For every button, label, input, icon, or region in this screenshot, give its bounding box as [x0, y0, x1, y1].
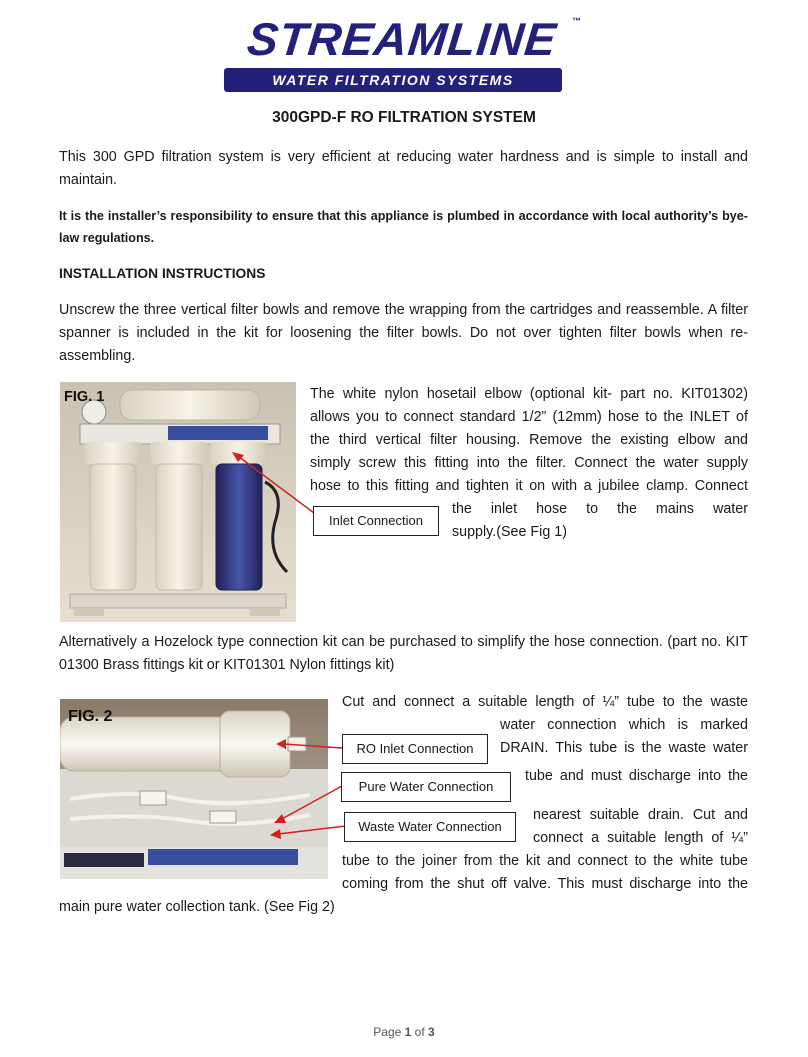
- regulation-notice: It is the installer’s responsibility to ensure that this appliance is plumbed in accordance with local authority’s bye-law regulations.: [59, 209, 748, 245]
- fig1-text-line-1: The white nylon hosetail elbow (optional kit- part no. KIT01302): [310, 386, 748, 402]
- fig2-text-line-4: tube and must discharge into the: [525, 768, 748, 784]
- fig2-text-line-8: coming from the shut off valve. This must discharge into the: [342, 876, 748, 892]
- page-number: [0, 1025, 808, 1039]
- intro-paragraph: This 300 GPD filtration system is very efficient at reducing water hardness and is simple to install and maintain.: [59, 149, 748, 188]
- of-word: of: [414, 1025, 425, 1039]
- page-word: Page: [373, 1025, 402, 1039]
- fig1-text-line-2: allows you to connect standard 1/2” (12mm) hose to the INLET of: [310, 409, 748, 425]
- fig2-text-line-1: Cut and connect a suitable length of ¼” tube to the waste: [342, 694, 748, 710]
- fig2-text-line-2: water connection which is marked: [500, 717, 748, 733]
- brand-logo-tagline: WATER FILTRATION SYSTEMS: [224, 68, 562, 92]
- waste-water-connection-callout: Waste Water Connection: [344, 812, 516, 842]
- fig1-text-line-7: supply.(See Fig 1): [452, 524, 567, 540]
- total-pages: 3: [428, 1025, 435, 1039]
- brand-logo-wordmark: STREAMLINE: [244, 13, 560, 65]
- installation-heading: INSTALLATION INSTRUCTIONS: [59, 266, 266, 281]
- pure-water-connection-callout: Pure Water Connection: [341, 772, 511, 802]
- installation-paragraph: Unscrew the three vertical filter bowls and remove the wrapping from the cartridges and reassemble. A filter spanner is included in the kit for loosening the filter bowls. Do not over tighten filter bowls when re-assembling.: [59, 302, 748, 364]
- page-title: 300GPD-F RO FILTRATION SYSTEM: [272, 109, 536, 126]
- fig1-text-line-6: the inlet hose to the mains water: [452, 501, 748, 517]
- fig2-text-line-3: DRAIN. This tube is the waste water: [500, 740, 748, 756]
- fig1-arrow: [230, 450, 320, 520]
- fig1-text-line-5: hose to this fitting and tighten it on with a jubilee clamp. Connect: [310, 478, 748, 494]
- fig2-label: FIG. 2: [68, 708, 113, 725]
- trademark-symbol: ™: [572, 16, 581, 26]
- fig2-text-line-5: nearest suitable drain. Cut and: [533, 807, 748, 823]
- fig1-text-line-3: the third vertical filter housing. Remove the existing elbow and: [310, 432, 748, 448]
- fig2-text-line-6: connect a suitable length of ¼”: [533, 830, 748, 846]
- fig2-text-line-7: tube to the joiner from the kit and connect to the white tube: [342, 853, 748, 869]
- fig1-text-line-4: simply screw this fitting into the filter. Connect the water supply: [310, 455, 748, 471]
- ro-inlet-connection-callout: RO Inlet Connection: [342, 734, 488, 764]
- fig2-text-line-9: main pure water collection tank. (See Fig 2): [59, 899, 335, 915]
- current-page: 1: [404, 1025, 412, 1039]
- inlet-connection-callout: Inlet Connection: [313, 506, 439, 536]
- hozelock-paragraph: Alternatively a Hozelock type connection kit can be purchased to simplify the hose connection. (part no. KIT 01300 Brass fittings kit or KIT01301 Nylon fittings kit): [59, 634, 748, 673]
- fig1-label: FIG. 1: [64, 389, 105, 405]
